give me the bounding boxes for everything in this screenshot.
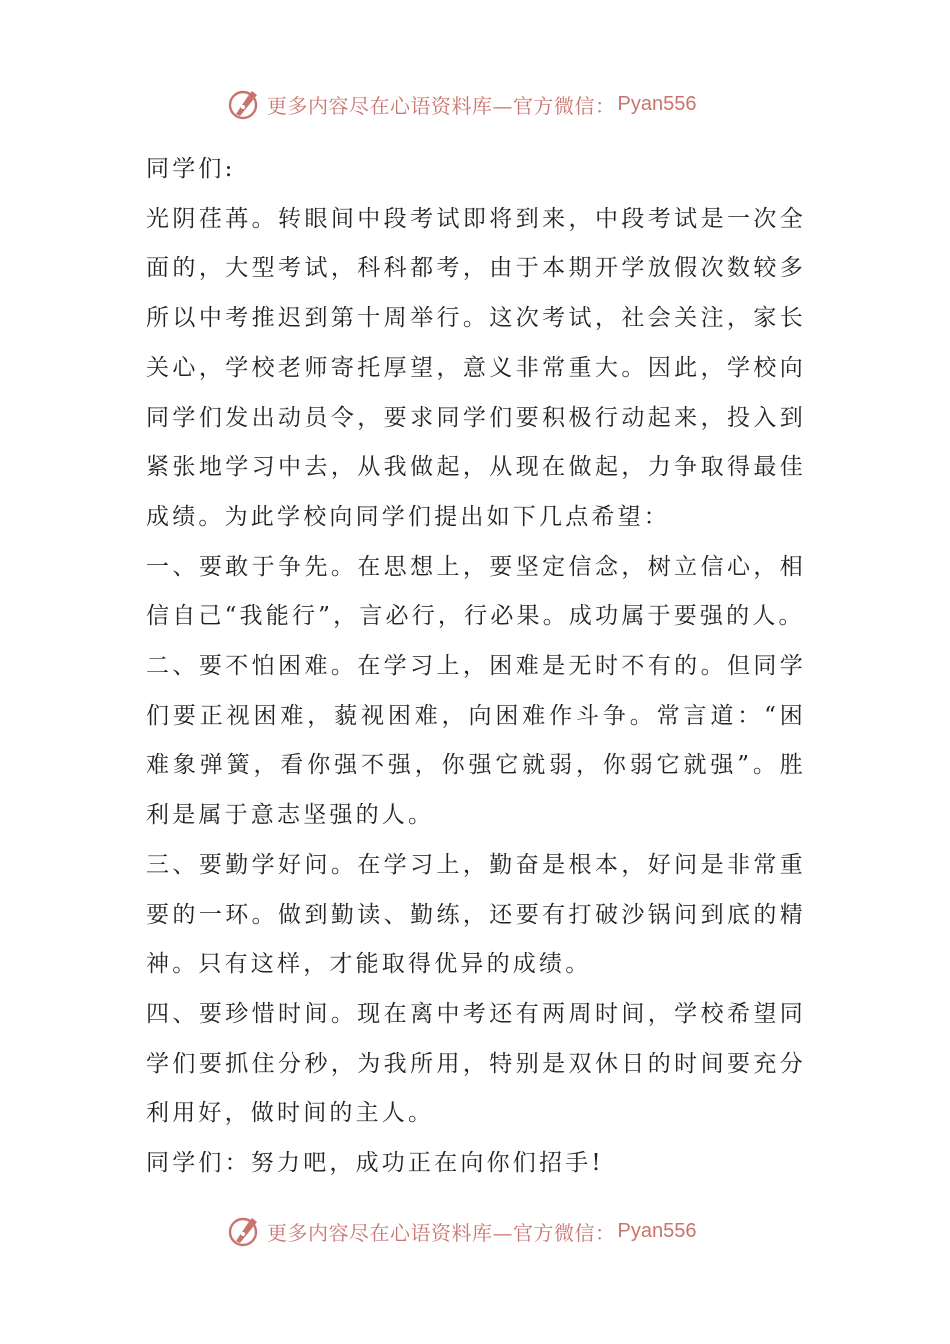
footer-banner [227,1213,696,1249]
pen-nib-circle-icon [227,87,261,121]
banner-text: 更多内容尽在心语资料库—官方微信： [267,1220,616,1245]
salutation: 同学们: [146,156,236,182]
pen-nib-circle-icon [227,1214,261,1248]
point-4-paragraph: 四、要珍惜时间。现在离中考还有两周时间，学校希望同学们要抓住分秒，为我所用，特别是双休日的时间要充分利用好，做时间的主人。 [146,1000,806,1127]
point-2-paragraph: 二、要不怕困难。在学习上，困难是无时不有的。但同学们要正视困难，藐视困难，向困难作斗争。常言道：“困难象弹簧，看你强不强，你强它就弱，你弱它就强”。胜利是属于意志坚强的人。 [146,653,806,829]
banner-wechat-id: Pyan556 [617,92,697,115]
point-3-paragraph: 三、要勤学好问。在学习上，勤奋是根本，好问是非常重要的一环。做到勤读、勤练，还要有打破沙锅问到底的精神。只有这样，才能取得优异的成绩。 [146,851,806,978]
point-1-paragraph: 一、要敢于争先。在思想上，要坚定信念，树立信心，相信自己“我能行”，言必行，行必果。成功属于要强的人。 [146,553,806,630]
closing-paragraph: 同学们：努力吧，成功正在向你们招手! [146,1150,604,1177]
banner-wechat-id: Pyan556 [617,1219,697,1242]
banner-text: 更多内容尽在心语资料库—官方微信： [267,93,616,118]
header-banner [227,86,696,122]
intro-paragraph: 光阴荏苒。转眼间中段考试即将到来，中段考试是一次全面的，大型考试，科科都考，由于本期开学放假次数较多所以中考推迟到第十周举行。这次考试，社会关注，家长关心，学校老师寄托厚望，意义非常重大。因此，学校向同学们发出动员令，要求同学们要积极行动起来，投入到紧张地学习中去，从我做起，从现在做起，力争取得最佳成绩。为此学校向同学们提出如下几点希望： [146,205,806,530]
document-body [146,145,806,1189]
